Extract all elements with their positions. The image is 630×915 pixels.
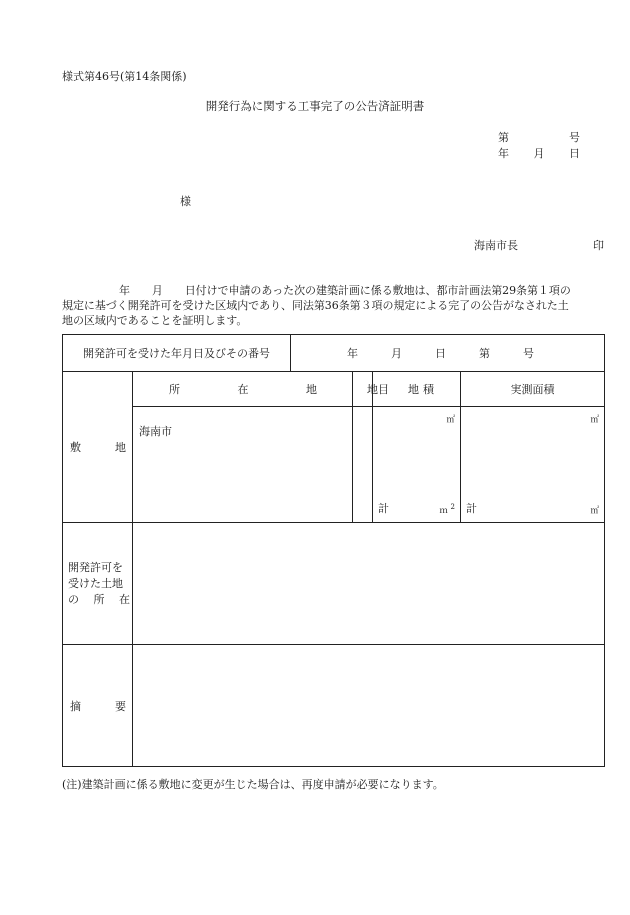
document-title: 開発行為に関する工事完了の公告済証明書: [205, 99, 425, 113]
location-header-1: 所: [169, 383, 180, 396]
registered-area-header-2: 積: [423, 383, 434, 396]
permitted-land-label-3: [68, 592, 130, 608]
land-type-header-1: 地: [367, 383, 378, 396]
location-value-cell[interactable]: [133, 407, 353, 523]
registered-area-header-1: 地: [408, 383, 419, 396]
summary-label-1: 摘: [70, 699, 81, 713]
issuer-name: 海南市長: [474, 239, 518, 252]
statement-line-3: 地の区域内であることを証明します。: [62, 314, 248, 327]
land-type-value-cell[interactable]: [353, 407, 373, 523]
summary-value-cell[interactable]: [133, 645, 605, 767]
permit-no-prefix: 第: [479, 347, 490, 360]
certificate-number-line: [498, 129, 580, 145]
statement-line-2: 規定に基づく開発許可を受けた区域内であり、同法第36条第３項の規定による完了の公告がなされた土: [62, 299, 569, 312]
issue-date-line: [498, 145, 580, 161]
land-type-header: [353, 372, 389, 407]
seal-mark: 印: [593, 239, 604, 252]
permit-year: 年: [347, 347, 358, 360]
land-type-header-2: 目: [378, 383, 389, 396]
permit-date-number-value[interactable]: [291, 335, 605, 372]
surveyed-area-value-cell[interactable]: [461, 407, 605, 523]
surveyed-area-total-unit: ㎡: [590, 506, 599, 516]
permitted-land-label-3b: 所: [93, 592, 105, 606]
issuer-line: [474, 237, 604, 253]
permit-day: 日: [435, 347, 446, 360]
location-header-2: 在: [237, 383, 249, 396]
site-label-1: 敷: [70, 441, 81, 454]
permitted-land-label-1: 開発許可を: [68, 560, 123, 574]
permit-no-suffix: 号: [523, 347, 534, 360]
registered-area-unit: ㎡: [446, 415, 455, 425]
surveyed-area-unit: ㎡: [590, 415, 599, 425]
location-header: [133, 372, 353, 407]
site-label-2: 地: [115, 441, 126, 454]
certificate-table: [62, 334, 605, 767]
permitted-land-label-3c: 在: [119, 592, 130, 606]
form-number: 様式第46号(第14条関係): [62, 70, 187, 83]
permit-date-number-label: 開発許可を受けた年月日及びその番号: [63, 335, 291, 372]
permitted-land-label-3a: の: [68, 592, 79, 606]
date-day: 日: [569, 147, 580, 160]
date-month: 月: [533, 147, 545, 160]
permitted-land-label-cell: [63, 523, 133, 645]
permit-month: 月: [391, 347, 402, 360]
certification-statement: [62, 283, 604, 328]
registered-area-value-cell[interactable]: [373, 407, 461, 523]
location-value: 海南市: [139, 425, 172, 438]
site-label-cell: [63, 372, 133, 523]
registered-area-total-unit-exp: 2: [450, 503, 455, 512]
number-suffix: 号: [569, 131, 580, 144]
date-year: 年: [498, 147, 509, 160]
registered-area-total-unit-m: ｍ: [439, 506, 448, 516]
registered-area-total-unit: [439, 503, 455, 516]
addressee-honorific: 様: [180, 195, 191, 208]
permitted-land-value-cell[interactable]: [133, 523, 605, 645]
permitted-land-label-2: 受けた土地: [68, 576, 123, 590]
statement-line-1: 年 月 日付けで申請のあった次の建築計画に係る敷地は、都市計画法第29条第１項の: [119, 284, 571, 297]
summary-label-2: 要: [115, 699, 126, 713]
location-header-3: 地: [306, 383, 317, 396]
number-prefix: 第: [498, 131, 509, 144]
surveyed-area-header: 実測面積: [461, 372, 605, 407]
surveyed-area-total-label: 計: [466, 502, 477, 515]
summary-label-cell: [63, 645, 133, 767]
registered-area-total-label: 計: [378, 502, 389, 515]
footnote: (注)建築計画に係る敷地に変更が生じた場合は、再度申請が必要になります。: [62, 778, 444, 791]
